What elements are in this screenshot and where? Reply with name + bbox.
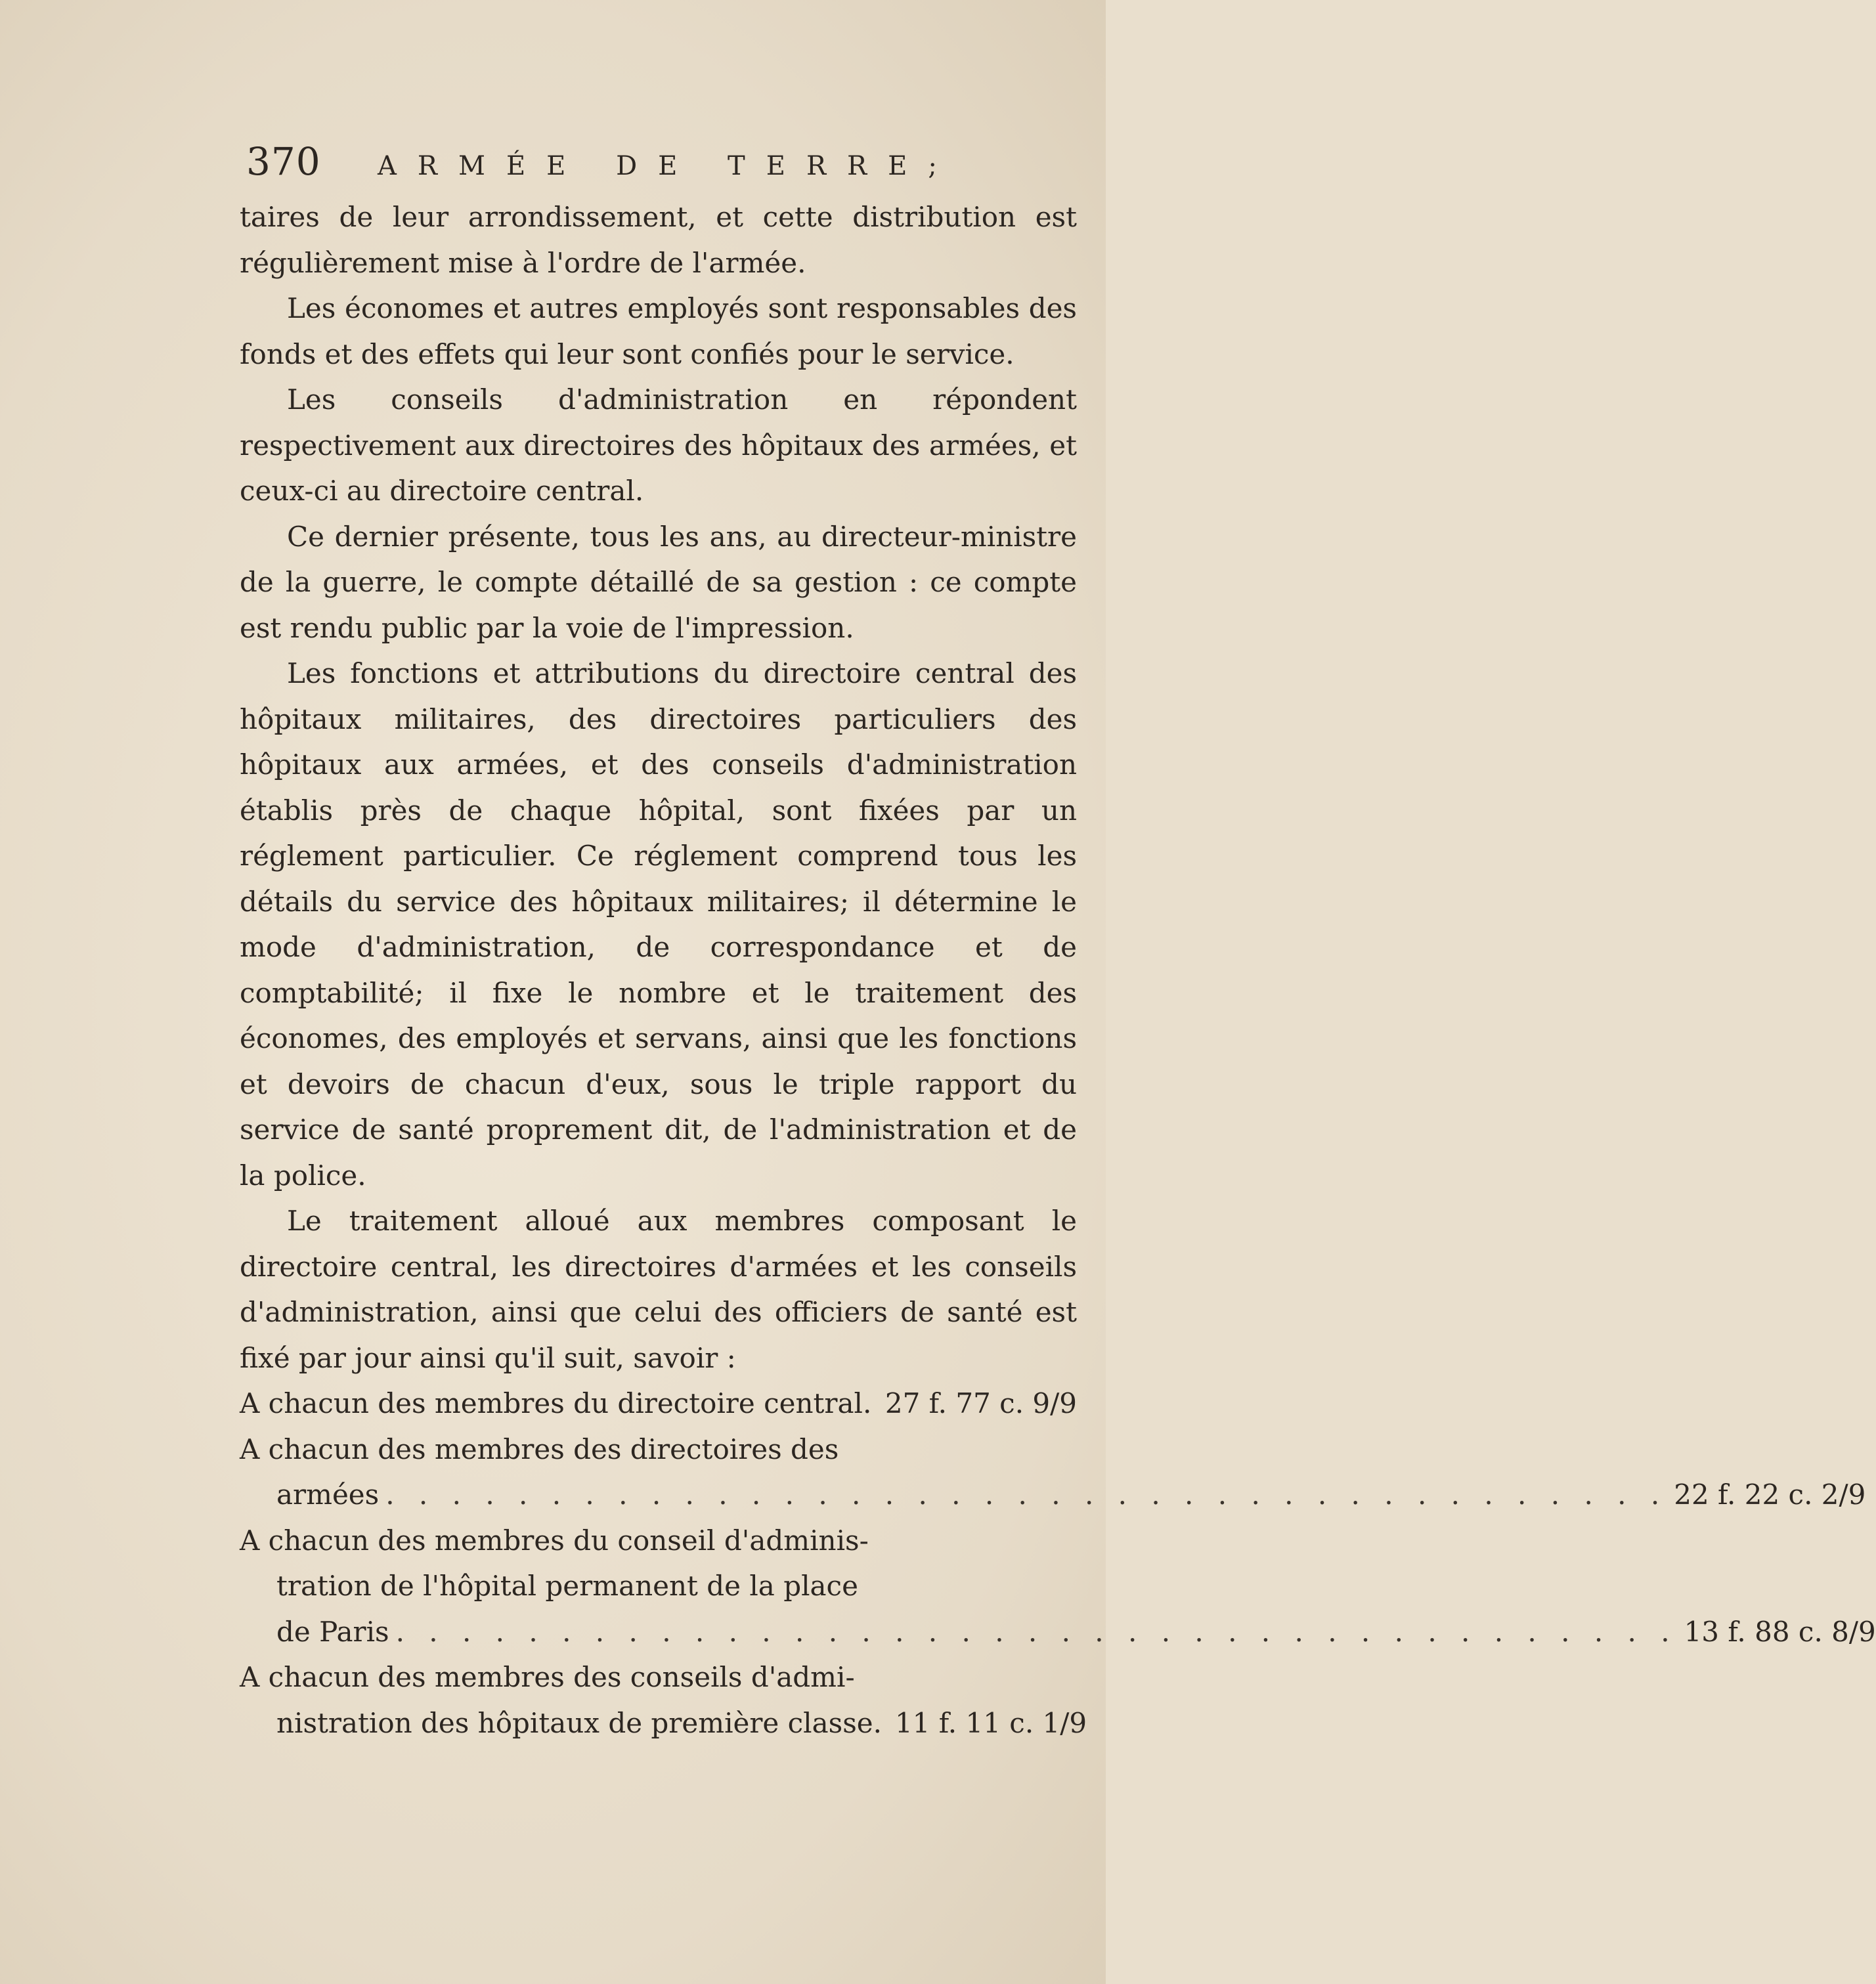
salary-item-text: armées [276,1478,380,1511]
salary-item-text: de Paris [276,1615,389,1648]
salary-amount: 13 f. 88 c. 8/9 [1684,1615,1876,1648]
salary-item [240,1427,1866,1518]
paragraph-councils: Les conseils d'administration en répondent respectivement aux directoires des hôpitaux des armées, et ceux-ci au directoire central. [240,383,1077,507]
paragraph-responsibility: Les économes et autres employés sont responsables des fonds et des effets qui leur sont confiés pour le service. [240,292,1077,370]
salary-item-text: A chacun des membres des conseils d'admi- [240,1661,855,1693]
leader-dots: . . . . . . . . . . . . . . . . . . . . . . . . . . . . . . . . . . . . . . . [395,1615,1678,1648]
page-body [240,194,1876,1746]
paragraph-continuation: taires de leur arrondissement, et cette distribution est régulièrement mise à l'ordre de l'armée. [240,201,1077,279]
salary-item [240,1518,1876,1655]
page-number: 370 [246,139,321,184]
salary-item [240,1654,1087,1746]
salary-item-text: A chacun des membres du conseil d'adminis- [240,1524,869,1557]
salary-list [240,1381,1876,1746]
salary-item-text: A chacun des membres des directoires des [240,1433,839,1465]
paragraph-functions: Les fonctions et attributions du directoire central des hôpitaux militaires, des directoires particuliers des hôpitaux aux armées, et des conseils d'administration établis près de chaque hôpital, sont fixées par un réglement particulier. Ce réglement comprend tous les détails du service des hôpitaux militaires; il détermine le mode d'administration, de correspondance et de comptabilité; il fixe le nombre et le traitement des économes, des employés et servans, ainsi que les fonctions et devoirs de chacun d'eux, sous le triple rapport du service de santé proprement dit, de l'administration et de la police. [240,657,1077,1192]
paragraph-accounts: Ce dernier présente, tous les ans, au directeur-ministre de la guerre, le compte détaillé de sa gestion : ce compte est rendu public par la voie de l'impression. [240,520,1077,644]
paragraph-salary-intro: Le traitement alloué aux membres composant le directoire central, les directoires d'armées et les conseils d'administration, ainsi que celui des officiers de santé est fixé par jour ainsi qu'il suit, savoir : [240,1205,1077,1374]
salary-item-text: nistration des hôpitaux de première classe. [276,1706,882,1739]
leader-dots: . . . . . . . . . . . . . . . . . . . . . . . . . . . . . . . . . . . . . . . [385,1478,1668,1511]
salary-amount: 22 f. 22 c. 2/9 [1674,1478,1866,1511]
salary-amount: 11 f. 11 c. 1/9 [894,1706,1087,1739]
salary-item-text: A chacun des membres du directoire central. [240,1387,872,1419]
salary-item-text: tration de l'hôpital permanent de la place [276,1570,858,1602]
salary-item [240,1381,1077,1427]
running-header [246,139,1074,185]
salary-amount: 27 f. 77 c. 9/9 [884,1387,1077,1419]
running-title: ARMÉE DE TERRE; [378,151,958,181]
